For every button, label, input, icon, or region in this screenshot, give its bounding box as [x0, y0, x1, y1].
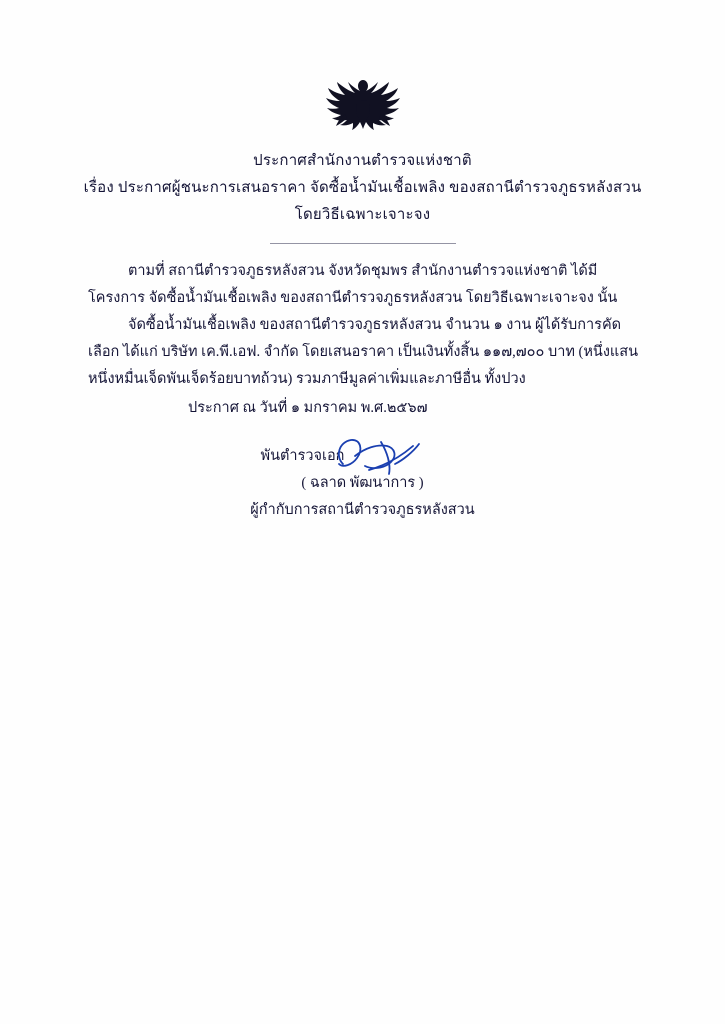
header-line-3: โดยวิธีเฉพาะเจาะจง: [294, 207, 431, 223]
garuda-emblem: [0, 78, 725, 145]
signer-name: ( ฉลาด พัฒนาการ ): [301, 475, 424, 491]
signer-rank: พันตำรวจเอก: [260, 448, 345, 464]
body-paragraph-2: [88, 312, 638, 393]
paragraph-2-text: จัดซื้อน้ำมันเชื้อเพลิง ของสถานีตำรวจภูธรหลังสวน จำนวน ๑ งาน ผู้ได้รับการคัดเลือก ได้แก่ บริษัท เค.พี.เอฟ. จำกัด โดยเสนอราคา เป็นเงินทั้งสิ้น ๑๑๗,๗๐๐ บาท (หนึ่งแสนหนึ่งหมื่นเจ็ดพันเจ็ดร้อยบาทถ้วน) รวมภาษีมูลค่าเพิ่มและภาษีอื่น ทั้งปวง: [88, 317, 639, 387]
document-body: [88, 258, 638, 422]
signature-block: [0, 443, 725, 524]
body-paragraph-1: [88, 258, 638, 312]
signer-position: ผู้กำกับการสถานีตำรวจภูธรหลังสวน: [250, 502, 475, 518]
header-line-2: เรื่อง ประกาศผู้ชนะการเสนอราคา จัดซื้อน้ำมันเชื้อเพลิง ของสถานีตำรวจภูธรหลังสวน: [83, 180, 642, 196]
paragraph-1-text: ตามที่ สถานีตำรวจภูธรหลังสวน จังหวัดชุมพร สำนักงานตำรวจแห่งชาติ ได้มีโครงการ จัดซื้อน้ำมันเชื้อเพลิง ของสถานีตำรวจภูธรหลังสวน โดยวิธีเฉพาะเจาะจง นั้น: [88, 263, 618, 306]
signer-rank-row: [0, 443, 725, 470]
announcement-date: ประกาศ ณ วันที่ ๑ มกราคม พ.ศ.๒๕๖๗: [188, 400, 428, 416]
document-header: [0, 148, 725, 229]
section-divider: [270, 243, 455, 244]
header-line-1: ประกาศสำนักงานตำรวจแห่งชาติ: [253, 153, 472, 169]
